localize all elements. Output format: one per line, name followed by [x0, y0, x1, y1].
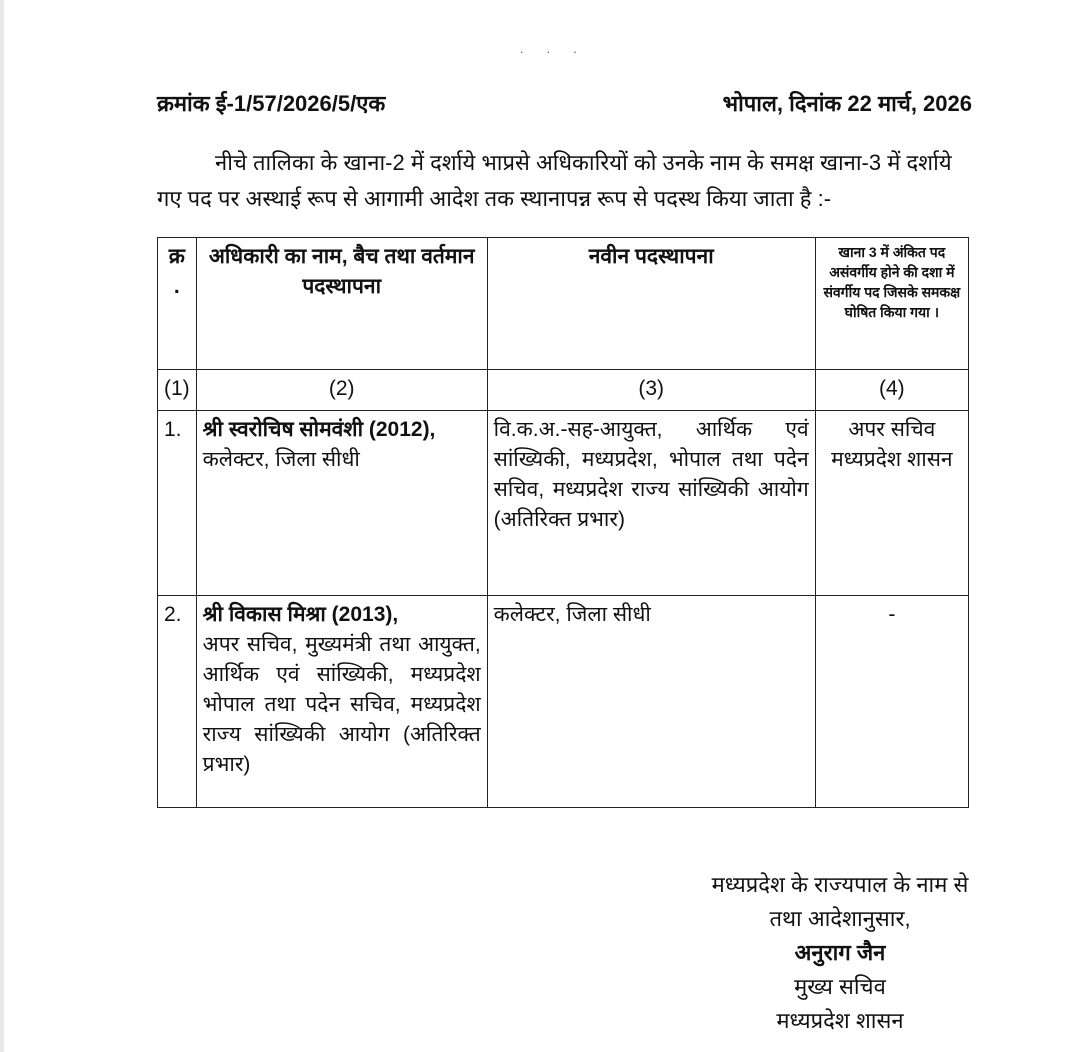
header-serial: क्र . — [158, 238, 197, 370]
header-marks: . . . — [520, 42, 587, 56]
column-number-row — [158, 370, 969, 411]
col-num: (4) — [815, 370, 968, 411]
current-posting: कलेक्टर, जिला सीधी — [202, 448, 360, 471]
col-num: (2) — [196, 370, 487, 411]
posting-table — [157, 237, 969, 808]
header-new-posting: नवीन पदस्थापना — [487, 238, 815, 370]
signature-block — [690, 868, 990, 1038]
officer-cell — [196, 411, 487, 596]
equivalent-post: अपर सचिव मध्यप्रदेश शासन — [815, 411, 968, 596]
new-posting: कलेक्टर, जिला सीधी — [487, 596, 815, 808]
col-num: (1) — [158, 370, 197, 411]
signatory-name: अनुराग जैन — [794, 940, 886, 965]
signature-line2: तथा आदेशानुसार, — [769, 906, 911, 931]
equivalent-post: - — [815, 596, 968, 808]
reference-number: क्रमांक ई-1/57/2026/5/एक — [157, 91, 386, 116]
table-row — [158, 596, 969, 808]
order-paragraph: नीचे तालिका के खाना-2 में दर्शाये भाप्रसे अधिकारियों को उनके नाम के समक्ष खाना-3 में दर्शाये गए पद पर अस्थाई रूप से आगामी आदेश तक स्थानापन्न रूप से पदस्थ किया जाता है :- — [157, 150, 952, 211]
page-edge — [0, 0, 4, 1052]
place-date: भोपाल, दिनांक 22 मार्च, 2026 — [722, 91, 972, 116]
officer-name: श्री स्वरोचिष सोमवंशी (2012), — [202, 418, 436, 441]
table-header-row — [158, 238, 969, 370]
signature-line1: मध्यप्रदेश के राज्यपाल के नाम से — [711, 872, 969, 897]
table-row — [158, 411, 969, 596]
signatory-office: मध्यप्रदेश शासन — [776, 1008, 904, 1033]
col-num: (3) — [487, 370, 815, 411]
current-posting: अपर सचिव, मुख्यमंत्री तथा आयुक्त, आर्थिक एवं सांख्यिकी, मध्यप्रदेश भोपाल तथा पदेन सचिव, मध्यप्रदेश राज्य सांख्यिकी आयोग (अतिरिक्त प्रभार) — [202, 633, 481, 776]
officer-name: श्री विकास मिश्रा (2013), — [202, 603, 399, 626]
header-officer: अधिकारी का नाम, बैच तथा वर्तमान पदस्थापना — [196, 238, 487, 370]
header-equivalent: खाना 3 में अंकित पद असंवर्गीय होने की दशा में संवर्गीय पद जिसके समकक्ष घोषित किया गया । — [815, 238, 968, 370]
serial: 1. — [158, 411, 197, 596]
serial: 2. — [158, 596, 197, 808]
officer-cell — [196, 596, 487, 808]
new-posting: वि.क.अ.-सह-आयुक्त, आर्थिक एवं सांख्यिकी, मध्यप्रदेश, भोपाल तथा पदेन सचिव, मध्यप्रदेश राज्य सांख्यिकी आयोग (अतिरिक्त प्रभार) — [487, 411, 815, 596]
signatory-designation: मुख्य सचिव — [794, 974, 886, 999]
